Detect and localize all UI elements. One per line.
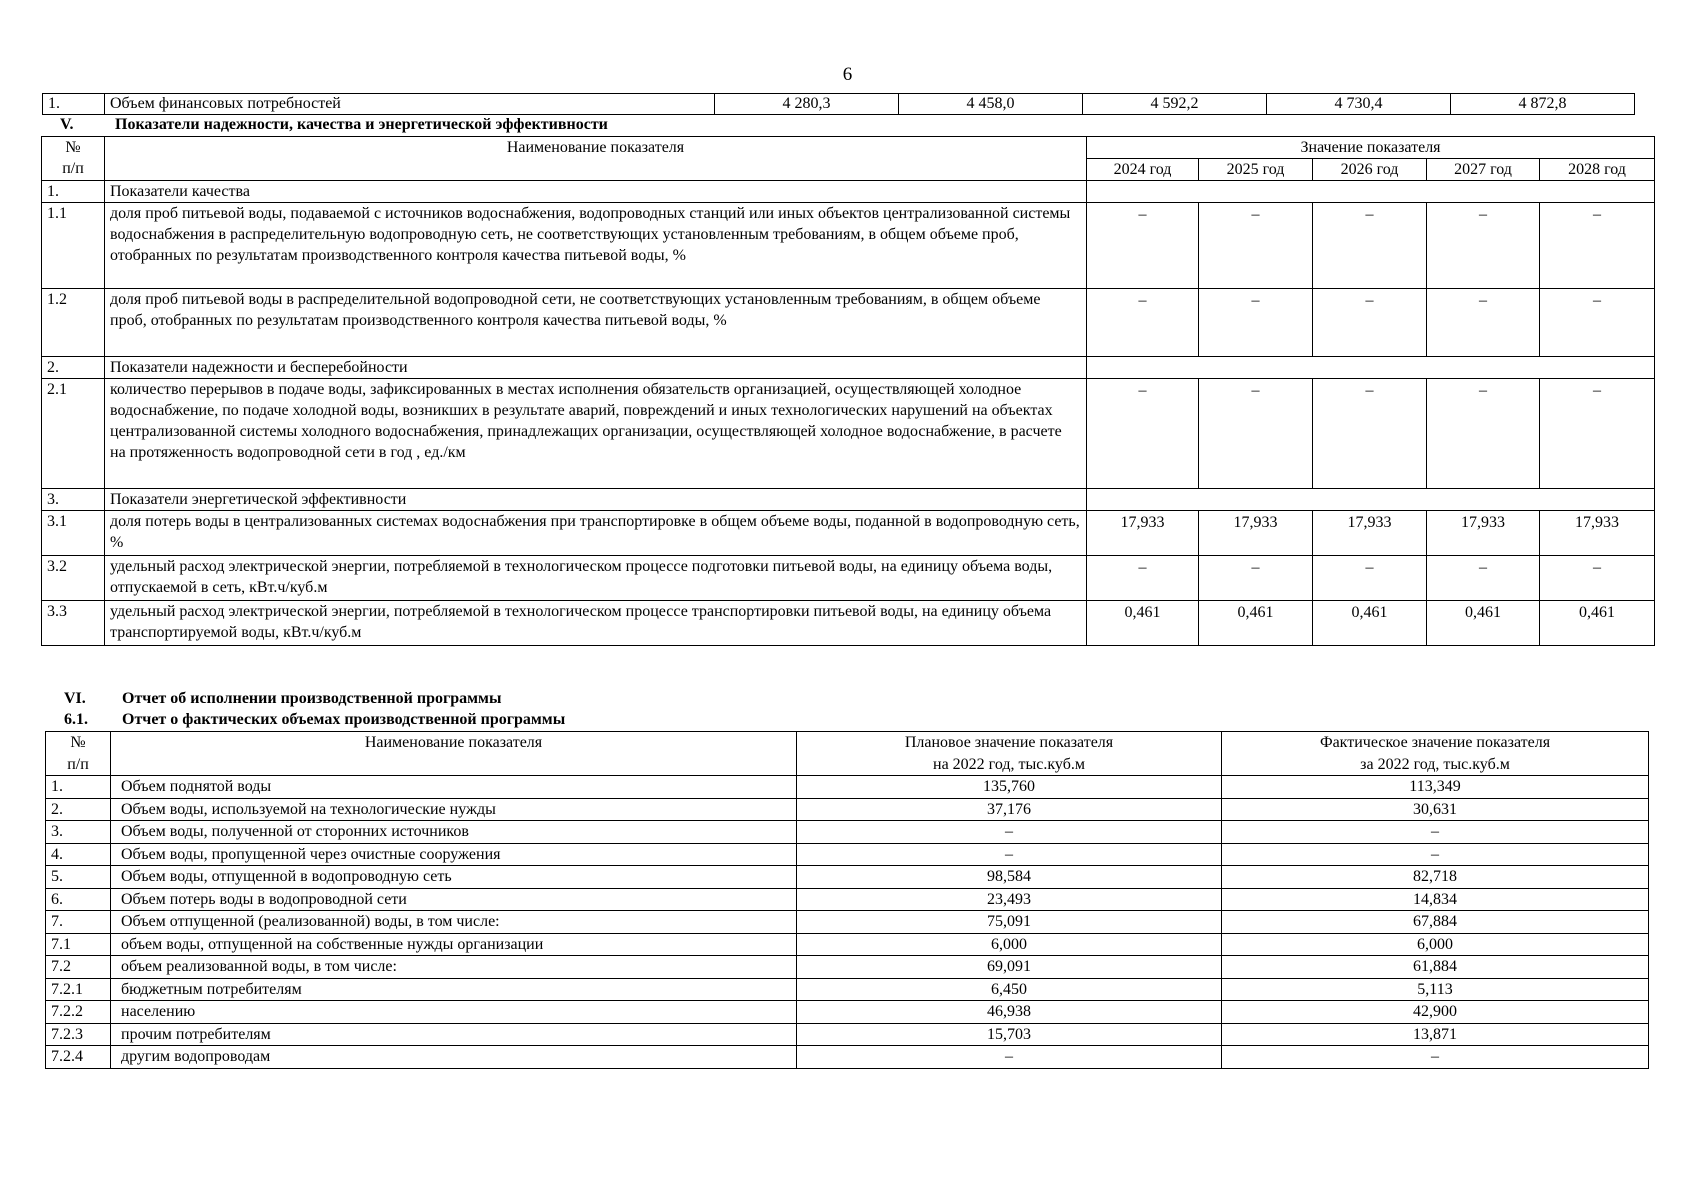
row-name: Объем потерь воды в водопроводной сети	[111, 888, 797, 911]
row-name: Объем воды, полученной от сторонних источников	[111, 821, 797, 844]
row-name: бюджетным потребителям	[111, 978, 797, 1001]
plan-value: 15,703	[797, 1023, 1222, 1046]
table-row-group	[42, 489, 1655, 511]
value-cell: 4 872,8	[1451, 94, 1635, 115]
value-cell: 4 280,3	[715, 94, 899, 115]
row-number: 4.	[46, 843, 111, 866]
value-cell: 17,933	[1087, 511, 1199, 556]
row-name: Объем финансовых потребностей	[105, 94, 715, 115]
row-number: 7.2.4	[46, 1046, 111, 1069]
value-cell: –	[1087, 203, 1199, 289]
row-number: 7.2.3	[46, 1023, 111, 1046]
plan-value: 135,760	[797, 776, 1222, 799]
table-row	[46, 911, 1649, 934]
table-row	[46, 843, 1649, 866]
subsection-heading	[64, 710, 566, 730]
financial-needs-table	[42, 93, 1635, 115]
value-cell: 0,461	[1087, 601, 1199, 646]
value-cell: –	[1427, 289, 1540, 357]
value-cell: 0,461	[1540, 601, 1655, 646]
fact-value: 5,113	[1222, 978, 1649, 1001]
value-cell: –	[1087, 556, 1199, 601]
table-header-row	[42, 137, 1655, 159]
header-fact: Фактическое значение показателя за 2022 год, тыс.куб.м	[1222, 732, 1649, 776]
header-year: 2025 год	[1199, 159, 1313, 181]
plan-value: 6,000	[797, 933, 1222, 956]
fact-value: 13,871	[1222, 1023, 1649, 1046]
empty-cell	[1087, 181, 1655, 203]
table-row	[42, 379, 1655, 489]
section-number: V.	[60, 116, 74, 133]
fact-value: 6,000	[1222, 933, 1649, 956]
value-cell: –	[1199, 379, 1313, 489]
plan-value: 75,091	[797, 911, 1222, 934]
header-year: 2027 год	[1427, 159, 1540, 181]
value-cell: 17,933	[1427, 511, 1540, 556]
fact-value: 42,900	[1222, 1001, 1649, 1024]
row-number: 2.	[46, 798, 111, 821]
value-cell: –	[1313, 289, 1427, 357]
table-row	[46, 866, 1649, 889]
empty-cell	[1087, 357, 1655, 379]
value-cell: 4 592,2	[1083, 94, 1267, 115]
row-name: Объем воды, пропущенной через очистные сооружения	[111, 843, 797, 866]
row-number: 1.2	[42, 289, 105, 357]
value-cell: –	[1087, 289, 1199, 357]
header-name: Наименование показателя	[105, 137, 1087, 181]
row-name: Объем воды, используемой на технологические нужды	[111, 798, 797, 821]
section-title: Показатели надежности, качества и энергетической эффективности	[115, 116, 608, 133]
value-cell: –	[1540, 203, 1655, 289]
row-number: 2.	[42, 357, 105, 379]
table-row	[46, 821, 1649, 844]
fact-value: 82,718	[1222, 866, 1649, 889]
table-row	[42, 601, 1655, 646]
header-year: 2024 год	[1087, 159, 1199, 181]
production-report-table	[45, 731, 1649, 1069]
fact-value: 61,884	[1222, 956, 1649, 979]
value-cell: –	[1199, 289, 1313, 357]
value-cell: 4 730,4	[1267, 94, 1451, 115]
row-number: 6.	[46, 888, 111, 911]
row-name: населению	[111, 1001, 797, 1024]
row-name: удельный расход электрической энергии, потребляемой в технологическом процессе транспортировки питьевой воды, на единицу объема транспортируемой воды, кВт.ч/куб.м	[105, 601, 1087, 646]
table-header-row	[46, 732, 1649, 776]
row-number: 7.2	[46, 956, 111, 979]
fact-value: 67,884	[1222, 911, 1649, 934]
plan-value: 69,091	[797, 956, 1222, 979]
row-number: 1.	[42, 181, 105, 203]
row-name: Объем поднятой воды	[111, 776, 797, 799]
value-cell: –	[1540, 556, 1655, 601]
plan-value: 98,584	[797, 866, 1222, 889]
row-name: объем реализованной воды, в том числе:	[111, 956, 797, 979]
fact-value: 14,834	[1222, 888, 1649, 911]
row-name: количество перерывов в подаче воды, зафиксированных в местах исполнения обязательств организацией, осуществляющей холодное водоснабжение, по подаче холодной воды, возникших в результате аварий, повреждений и иных технологических нарушений на объектах централизованной системы холодного водоснабжения, принадлежащих организации, осуществляющей холодное водоснабжение, в расчете на протяженность водопроводной сети в год , ед./км	[105, 379, 1087, 489]
value-cell: 4 458,0	[899, 94, 1083, 115]
header-num: № п/п	[46, 732, 111, 776]
table-row	[46, 1046, 1649, 1069]
row-number: 7.2.2	[46, 1001, 111, 1024]
table-row-group	[42, 357, 1655, 379]
row-number: 7.	[46, 911, 111, 934]
value-cell: 17,933	[1313, 511, 1427, 556]
fact-value: 113,349	[1222, 776, 1649, 799]
value-cell: –	[1427, 379, 1540, 489]
row-number: 3.1	[42, 511, 105, 556]
value-cell: –	[1540, 379, 1655, 489]
table-row	[46, 1001, 1649, 1024]
row-number: 3.2	[42, 556, 105, 601]
indicators-table	[41, 136, 1655, 646]
empty-cell	[1087, 489, 1655, 511]
row-number: 1.	[46, 776, 111, 799]
row-number: 1.1	[42, 203, 105, 289]
section-number: VI.	[64, 690, 86, 707]
page-number: 6	[842, 64, 853, 85]
section-heading	[60, 115, 608, 135]
value-cell: –	[1199, 203, 1313, 289]
value-cell: –	[1313, 556, 1427, 601]
plan-value: –	[797, 821, 1222, 844]
row-name: доля проб питьевой воды, подаваемой с источников водоснабжения, водопроводных станций или иных объектов централизованной системы водоснабжения в распределительную водопроводную сеть, не соответствующих установленным требованиям, в общем объеме проб, отобранных по результатам производственного контроля качества питьевой воды, %	[105, 203, 1087, 289]
row-name: другим водопроводам	[111, 1046, 797, 1069]
value-cell: –	[1427, 203, 1540, 289]
section-title: Отчет об исполнении производственной программы	[122, 690, 502, 707]
value-cell: 0,461	[1427, 601, 1540, 646]
table-row	[46, 956, 1649, 979]
table-row	[46, 888, 1649, 911]
plan-value: –	[797, 1046, 1222, 1069]
fact-value: –	[1222, 1046, 1649, 1069]
row-number: 5.	[46, 866, 111, 889]
plan-value: 6,450	[797, 978, 1222, 1001]
value-cell: –	[1199, 556, 1313, 601]
plan-value: 37,176	[797, 798, 1222, 821]
value-cell: 17,933	[1199, 511, 1313, 556]
row-name: доля потерь воды в централизованных системах водоснабжения при транспортировке в общем объеме воды, поданной в водопроводную сеть, %	[105, 511, 1087, 556]
row-number: 1.	[43, 94, 105, 115]
table-row	[43, 94, 1635, 115]
row-name: Объем отпущенной (реализованной) воды, в том числе:	[111, 911, 797, 934]
table-row	[46, 776, 1649, 799]
header-value-group: Значение показателя	[1087, 137, 1655, 159]
header-name: Наименование показателя	[111, 732, 797, 776]
value-cell: –	[1313, 203, 1427, 289]
value-cell: 17,933	[1540, 511, 1655, 556]
table-row	[46, 1023, 1649, 1046]
plan-value: 23,493	[797, 888, 1222, 911]
row-name: прочим потребителям	[111, 1023, 797, 1046]
table-row	[42, 289, 1655, 357]
header-plan: Плановое значение показателя на 2022 год, тыс.куб.м	[797, 732, 1222, 776]
row-name: удельный расход электрической энергии, потребляемой в технологическом процессе подготовки питьевой воды, на единицу объема воды, отпускаемой в сеть, кВт.ч/куб.м	[105, 556, 1087, 601]
row-name: доля проб питьевой воды в распределительной водопроводной сети, не соответствующих установленным требованиям, в общем объеме проб, отобранных по результатам производственного контроля качества питьевой воды, %	[105, 289, 1087, 357]
row-number: 7.2.1	[46, 978, 111, 1001]
plan-value: –	[797, 843, 1222, 866]
row-number: 3.	[46, 821, 111, 844]
fact-value: –	[1222, 843, 1649, 866]
table-row	[42, 511, 1655, 556]
section-heading	[64, 689, 502, 709]
row-name: Показатели энергетической эффективности	[105, 489, 1087, 511]
header-year: 2026 год	[1313, 159, 1427, 181]
fact-value: 30,631	[1222, 798, 1649, 821]
value-cell: 0,461	[1313, 601, 1427, 646]
table-row	[46, 933, 1649, 956]
row-name: Показатели качества	[105, 181, 1087, 203]
row-name: объем воды, отпущенной на собственные нужды организации	[111, 933, 797, 956]
row-name: Объем воды, отпущенной в водопроводную сеть	[111, 866, 797, 889]
row-number: 2.1	[42, 379, 105, 489]
plan-value: 46,938	[797, 1001, 1222, 1024]
value-cell: –	[1087, 379, 1199, 489]
value-cell: –	[1540, 289, 1655, 357]
value-cell: 0,461	[1199, 601, 1313, 646]
value-cell: –	[1427, 556, 1540, 601]
subsection-number: 6.1.	[64, 711, 88, 728]
fact-value: –	[1222, 821, 1649, 844]
row-number: 7.1	[46, 933, 111, 956]
header-num: № п/п	[42, 137, 105, 181]
table-row-group	[42, 181, 1655, 203]
value-cell: –	[1313, 379, 1427, 489]
row-number: 3.3	[42, 601, 105, 646]
row-number: 3.	[42, 489, 105, 511]
table-row	[46, 798, 1649, 821]
subsection-title: Отчет о фактических объемах производственной программы	[122, 711, 566, 728]
table-row	[46, 978, 1649, 1001]
table-row	[42, 556, 1655, 601]
table-row	[42, 203, 1655, 289]
row-name: Показатели надежности и бесперебойности	[105, 357, 1087, 379]
header-year: 2028 год	[1540, 159, 1655, 181]
